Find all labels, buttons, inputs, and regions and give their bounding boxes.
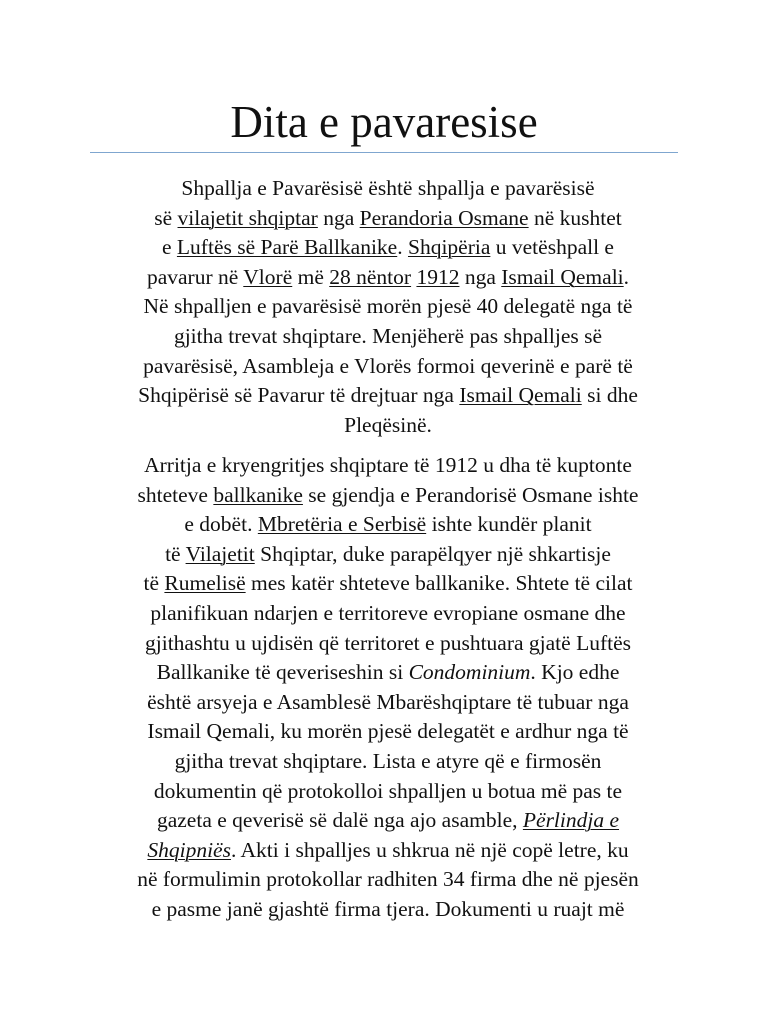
text-run: Arritja e kryengritjes shqiptare të 1912 u dha të kuptonte shteteve [137, 453, 632, 507]
link-vilajetit[interactable]: Vilajetit [185, 541, 255, 566]
link-ismail-qemali-2[interactable]: Ismail Qemali [459, 383, 582, 408]
link-shqiperia[interactable]: Shqipëria [407, 235, 491, 260]
text-run: si dhe Pleqësinë. [344, 383, 638, 437]
paragraph-declaration [88, 174, 688, 440]
page-title: Dita e pavaresise [230, 97, 538, 147]
text-run: . Kjo edhe është arsyeja e Asamblesë Mbarëshqiptare të tubuar nga Ismail Qemali, ku morën pjesë delegatët e ardhur nga të gjitha trevat shqiptare. Lista e atyre që e firmosën dokumentin që protokolloi shpalljen u botua më pas te gazeta e qeverisë së dalë nga ajo asamble, [147, 660, 629, 833]
link-perlindja-shqipnies-cont[interactable]: Shqipniës [147, 837, 231, 862]
link-lufta-ballkanike[interactable]: Luftës së Parë Ballkanike [176, 235, 398, 260]
link-perlindja-shqipnies[interactable]: Përlindja e [522, 808, 620, 833]
link-28-nentor[interactable]: 28 nëntor [329, 264, 412, 289]
text-run: . Në shpalljen e pavarësisë morën pjesë 40 delegatë nga të gjitha trevat shqiptare. Menjëherë pas shpalljes së pavarësisë, Asambleja e Vlorës formoi qeverinë e parë të Shqipërisë së Pavarur të drejtuar nga [138, 264, 633, 408]
link-mbreteria-serbise[interactable]: Mbretëria e Serbisë [257, 512, 427, 537]
link-vlore[interactable]: Vlorë [243, 264, 293, 289]
link-rumelise[interactable]: Rumelisë [164, 571, 246, 596]
italic-condominium: Condominium [408, 660, 531, 685]
text-run: në kushtet e [162, 205, 622, 260]
link-ismail-qemali[interactable]: Ismail Qemali [501, 264, 624, 289]
text-run: u vetëshpall e pavarur në [146, 235, 614, 289]
text-run: Shpallja e Pavarësisë është shpallja e pavarësisë së [154, 176, 595, 230]
paragraph-background [88, 451, 688, 925]
text-run: nga [317, 205, 360, 230]
link-1912[interactable]: 1912 [416, 264, 460, 289]
text-run: Shqiptar, duke parapëlqyer një shkartisje të [143, 541, 611, 596]
text-run: nga [459, 264, 502, 289]
link-perandoria-osmane[interactable]: Perandoria Osmane [359, 205, 529, 230]
text-run: se gjendja e Perandorisë Osmane ishte e dobët. [184, 482, 639, 537]
link-ballkanike[interactable]: ballkanike [213, 482, 303, 507]
text-run: ishte kundër planit të [165, 512, 592, 566]
title-underline-divider [90, 152, 678, 153]
text-run: . Akti i shpalljes u shkrua në një copë letre, ku në formulimin protokollar radhiten 34 firma dhe në pjesën e pasme janë gjashtë firma tjera. Dokumenti u ruajt më [137, 837, 639, 921]
text-run: më [292, 264, 330, 289]
link-vilajetit-shqiptar[interactable]: vilajetit shqiptar [177, 205, 318, 230]
text-run: mes katër shteteve ballkanike. Shtete të cilat planifikuan ndarjen e territoreve evropiane osmane dhe gjithashtu u ujdisën që territoret e pushtuara gjatë Luftës Ballkanike të qeveriseshin si [145, 571, 633, 685]
text-run: . [397, 235, 408, 260]
